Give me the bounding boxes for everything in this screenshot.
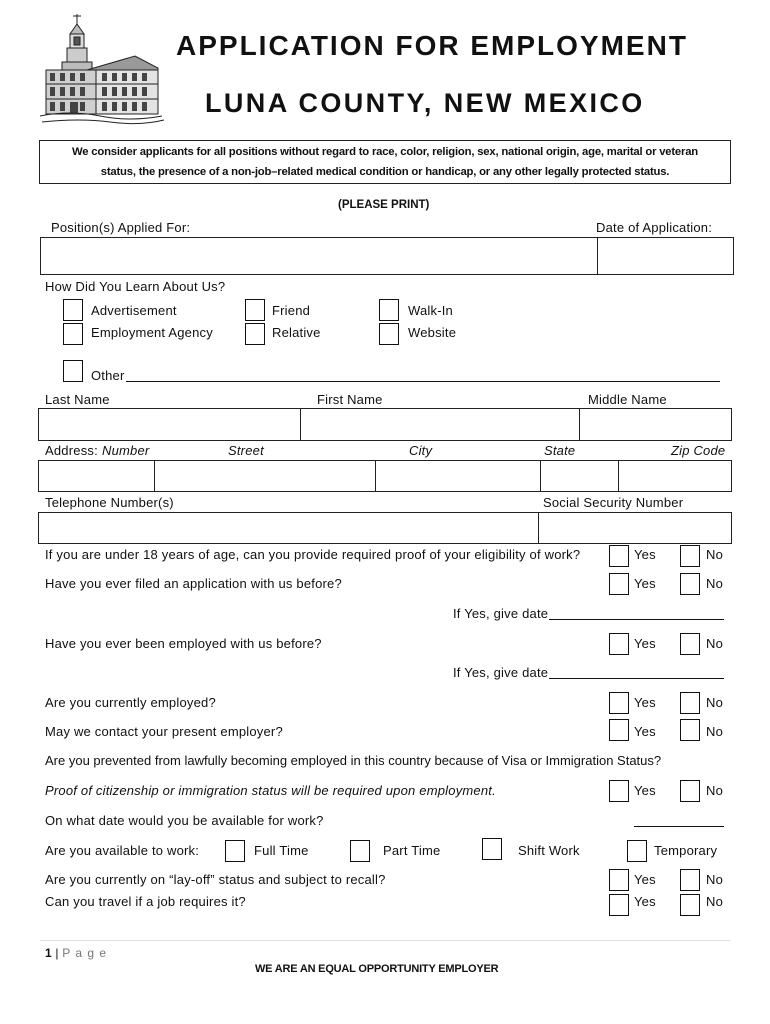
address-city-label: City	[409, 443, 433, 458]
part-time-label: Part Time	[383, 843, 441, 858]
page-number-value: 1	[45, 946, 52, 960]
under-18-yes-checkbox[interactable]	[609, 545, 629, 567]
proof-notice: Proof of citizenship or immigration status will be required upon employment.	[45, 783, 496, 798]
notice-line-2: status, the presence of a non-job–related medical condition or handicap, or any other legally protected status.	[100, 166, 670, 178]
address-zip-label: Zip Code	[671, 443, 726, 458]
no-label: No	[706, 576, 724, 591]
address-state-label: State	[544, 443, 576, 458]
employed-before-question: Have you ever been employed with us before?	[45, 636, 322, 651]
available-date-question: On what date would you be available for work?	[45, 813, 324, 828]
please-print: (PLEASE PRINT)	[338, 199, 430, 211]
employment-agency-label: Employment Agency	[91, 325, 213, 340]
nondiscrimination-notice	[39, 140, 731, 184]
telephone-label: Telephone Number(s)	[45, 495, 174, 510]
full-time-label: Full Time	[254, 843, 309, 858]
full-time-checkbox[interactable]	[225, 840, 245, 862]
position-label: Position(s) Applied For:	[51, 220, 191, 235]
relative-label: Relative	[272, 325, 321, 340]
ssn-field[interactable]	[539, 513, 733, 543]
no-label: No	[706, 724, 724, 739]
visa-question: Are you prevented from lawfully becoming employed in this country because of Visa or Immigration Status?	[45, 753, 662, 768]
address-city-field[interactable]	[376, 461, 541, 491]
advertisement-checkbox[interactable]	[63, 299, 83, 321]
yes-label: Yes	[634, 547, 656, 562]
filed-before-question: Have you ever filed an application with us before?	[45, 576, 342, 591]
footer-rule	[40, 940, 730, 941]
filed-date-label: If Yes, give date	[453, 606, 549, 621]
learn-label: How Did You Learn About Us?	[45, 279, 226, 294]
other-checkbox[interactable]	[63, 360, 83, 382]
yes-label: Yes	[634, 636, 656, 651]
last-name-field[interactable]	[39, 409, 301, 440]
no-label: No	[706, 547, 724, 562]
ssn-label: Social Security Number	[543, 495, 684, 510]
filed-before-no-checkbox[interactable]	[680, 573, 700, 595]
position-field[interactable]	[41, 238, 598, 274]
layoff-question: Are you currently on “lay-off” status and subject to recall?	[45, 872, 386, 887]
telephone-field[interactable]	[39, 513, 539, 543]
notice-line-1: We consider applicants for all positions without regard to race, color, religion, sex, national origin, age, marital or veteran	[72, 146, 698, 158]
travel-yes-checkbox[interactable]	[609, 894, 629, 916]
no-label: No	[706, 636, 724, 651]
yes-label: Yes	[634, 872, 656, 887]
yes-label: Yes	[634, 695, 656, 710]
currently-employed-question: Are you currently employed?	[45, 695, 216, 710]
address-label: Address:	[45, 443, 98, 458]
address-street-label: Street	[228, 443, 264, 458]
part-time-checkbox[interactable]	[350, 840, 370, 862]
position-row	[40, 237, 734, 275]
yes-label: Yes	[634, 783, 656, 798]
address-number-field[interactable]	[39, 461, 155, 491]
page-number	[45, 946, 107, 961]
no-label: No	[706, 894, 724, 909]
contact-employer-question: May we contact your present employer?	[45, 724, 283, 739]
other-label: Other	[91, 368, 125, 383]
date-of-application-label: Date of Application:	[596, 220, 713, 235]
walk-in-label: Walk-In	[408, 303, 453, 318]
travel-question: Can you travel if a job requires it?	[45, 894, 246, 909]
yes-label: Yes	[634, 576, 656, 591]
under-18-question: If you are under 18 years of age, can you provide required proof of your eligibility of work?	[45, 547, 581, 562]
website-checkbox[interactable]	[379, 323, 399, 345]
temporary-checkbox[interactable]	[627, 840, 647, 862]
middle-name-label: Middle Name	[588, 392, 667, 407]
courthouse-engraving-icon	[40, 12, 165, 130]
employed-before-yes-checkbox[interactable]	[609, 633, 629, 655]
proof-yes-checkbox[interactable]	[609, 780, 629, 802]
other-line[interactable]	[126, 381, 720, 382]
website-label: Website	[408, 325, 457, 340]
shift-work-checkbox[interactable]	[482, 838, 502, 860]
friend-label: Friend	[272, 303, 311, 318]
layoff-no-checkbox[interactable]	[680, 869, 700, 891]
equal-opportunity-statement: WE ARE AN EQUAL OPPORTUNITY EMPLOYER	[255, 963, 499, 975]
first-name-label: First Name	[317, 392, 383, 407]
available-to-work-question: Are you available to work:	[45, 843, 200, 858]
no-label: No	[706, 872, 724, 887]
currently-employed-yes-checkbox[interactable]	[609, 692, 629, 714]
walk-in-checkbox[interactable]	[379, 299, 399, 321]
available-date-line[interactable]	[634, 826, 724, 827]
middle-name-field[interactable]	[580, 409, 733, 440]
address-number-label: Number	[102, 443, 150, 458]
currently-employed-no-checkbox[interactable]	[680, 692, 700, 714]
yes-label: Yes	[634, 724, 656, 739]
page-subtitle: LUNA COUNTY, NEW MEXICO	[205, 88, 645, 118]
date-of-application-field[interactable]	[598, 238, 735, 274]
last-name-label: Last Name	[45, 392, 110, 407]
relative-checkbox[interactable]	[245, 323, 265, 345]
filed-before-yes-checkbox[interactable]	[609, 573, 629, 595]
contact-employer-yes-checkbox[interactable]	[609, 719, 629, 741]
first-name-field[interactable]	[301, 409, 580, 440]
proof-no-checkbox[interactable]	[680, 780, 700, 802]
no-label: No	[706, 783, 724, 798]
layoff-yes-checkbox[interactable]	[609, 869, 629, 891]
address-row	[38, 460, 732, 492]
under-18-no-checkbox[interactable]	[680, 545, 700, 567]
employment-agency-checkbox[interactable]	[63, 323, 83, 345]
temporary-label: Temporary	[654, 843, 718, 858]
contact-employer-no-checkbox[interactable]	[680, 719, 700, 741]
yes-label: Yes	[634, 894, 656, 909]
page-number-separator: |	[55, 946, 59, 960]
advertisement-label: Advertisement	[91, 303, 177, 318]
employed-date-line[interactable]	[549, 678, 724, 679]
no-label: No	[706, 695, 724, 710]
name-row	[38, 408, 732, 441]
page-word: P a g e	[62, 946, 108, 960]
address-street-field[interactable]	[155, 461, 376, 491]
travel-no-checkbox[interactable]	[680, 894, 700, 916]
friend-checkbox[interactable]	[245, 299, 265, 321]
address-state-field[interactable]	[541, 461, 619, 491]
employed-before-no-checkbox[interactable]	[680, 633, 700, 655]
phone-row	[38, 512, 732, 544]
shift-work-label: Shift Work	[518, 843, 580, 858]
filed-date-line[interactable]	[549, 619, 724, 620]
employed-date-label: If Yes, give date	[453, 665, 549, 680]
address-zip-field[interactable]	[619, 461, 733, 491]
page-title: APPLICATION FOR EMPLOYMENT	[176, 30, 688, 61]
